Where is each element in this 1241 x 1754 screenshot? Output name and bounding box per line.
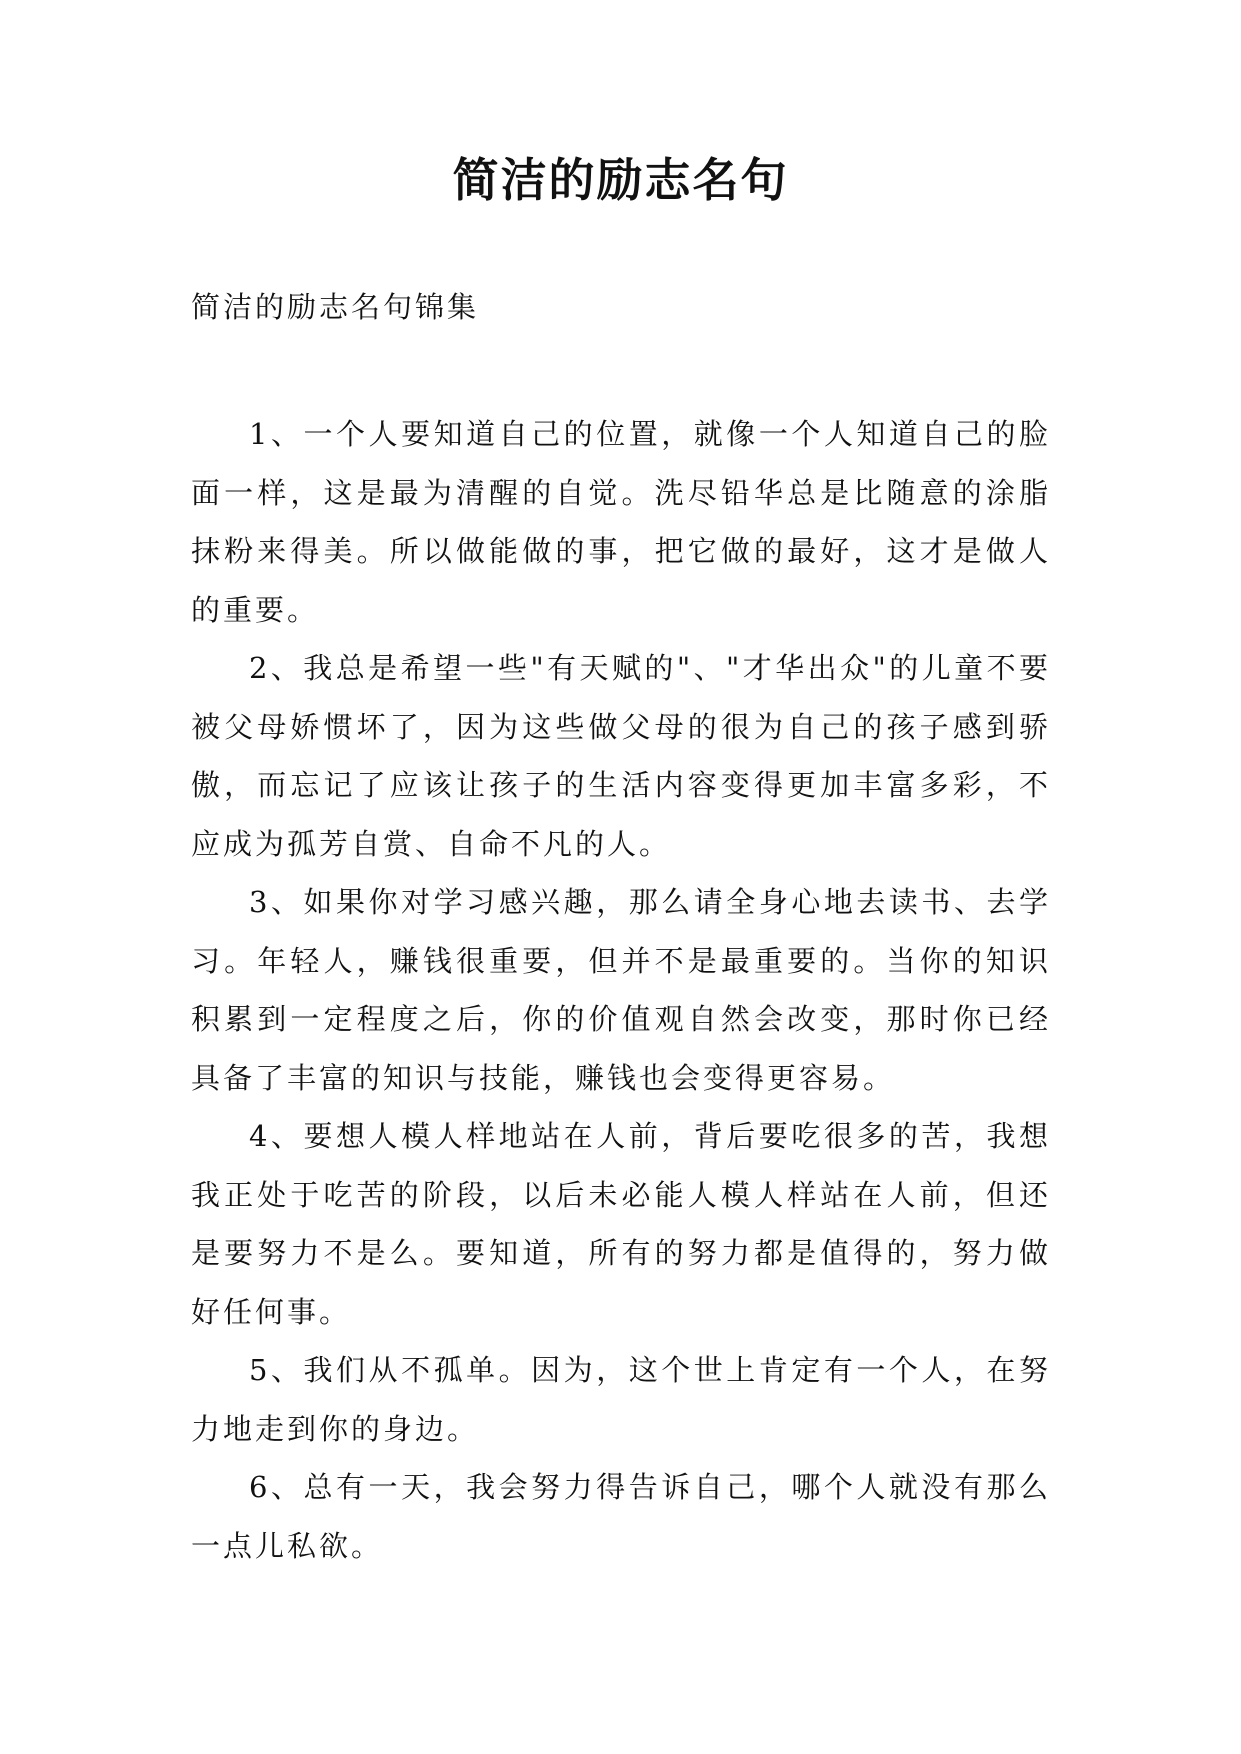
document-title: 简洁的励志名句 (452, 153, 789, 207)
paragraph: 1、一个人要知道自己的位置，就像一个人知道自己的脸面一样，这是最为清醒的自觉。洗尽铅华总是比随意的涂脂抹粉来得美。所以做能做的事，把它做的最好，这才是做人的重要。 (191, 417, 1051, 627)
paragraph: 5、我们从不孤单。因为，这个世上肯定有一个人，在努力地走到你的身边。 (191, 1353, 1051, 1446)
paragraph: 2、我总是希望一些"有天赋的"、"才华出众"的儿童不要被父母娇惯坏了，因为这些做父母的很为自己的孩子感到骄傲，而忘记了应该让孩子的生活内容变得更加丰富多彩，不应成为孤芳自赏、自命不凡的人。 (191, 651, 1051, 861)
paragraph: 6、总有一天，我会努力得告诉自己，哪个人就没有那么一点儿私欲。 (191, 1470, 1051, 1563)
paragraph: 4、要想人模人样地站在人前，背后要吃很多的苦，我想我正处于吃苦的阶段，以后未必能人模人样站在人前，但还是要努力不是么。要知道，所有的努力都是值得的，努力做好任何事。 (191, 1119, 1051, 1329)
document-body (191, 405, 1051, 1575)
document-subtitle: 简洁的励志名句锦集 (191, 290, 480, 324)
paragraph: 3、如果你对学习感兴趣，那么请全身心地去读书、去学习。年轻人，赚钱很重要，但并不是最重要的。当你的知识积累到一定程度之后，你的价值观自然会改变，那时你已经具备了丰富的知识与技能，赚钱也会变得更容易。 (191, 885, 1051, 1095)
